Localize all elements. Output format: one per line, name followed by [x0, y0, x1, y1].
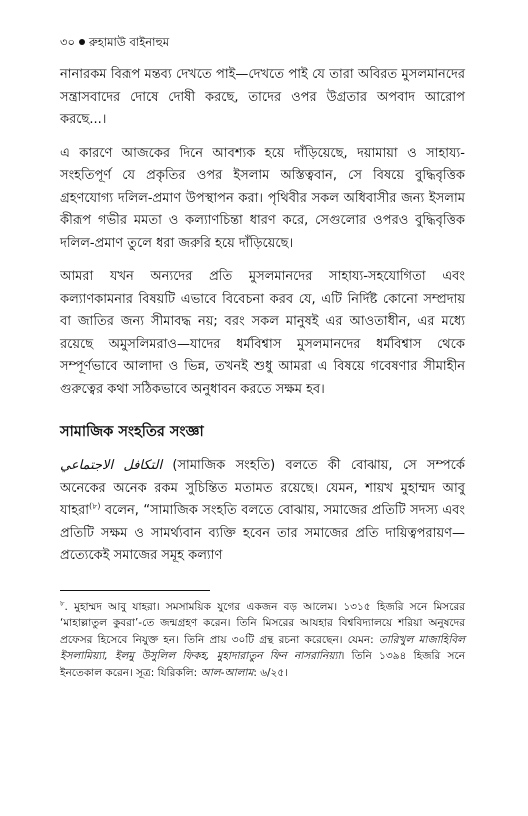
bullet-dot-icon [79, 39, 85, 45]
book-title: রুহামাউ বাইনাহুম [88, 35, 170, 49]
footnote-source: আল-আলাম [200, 666, 254, 679]
running-header [60, 34, 465, 50]
footnote [60, 599, 465, 682]
paragraph-2: এ কারণে আজকের দিনে আবশ্যক হয়ে দাঁড়িয়েছে, দয়ামায়া ও সাহায্য-সংহতিপূর্ণ যে প্রকৃতির ওপর ইসলাম অস্তিত্ববান, সে বিষয়ে বুদ্ধিবৃত্তিক গ্রহণযোগ্য দলিল-প্রমাণ উপস্থাপন করা। পৃথিবীর সকল অধিবাসীর জন্য ইসলাম কীরূপ গভীর মমতা ও কল্যাণচিন্তা ধারণ করে, সেগুলোর ওপরও বুদ্ধিবৃত্তিক দলিল-প্রমাণ তুলে ধরা জরুরি হয়ে দাঁড়িয়েছে। [60, 145, 465, 251]
footnote-text-1: . মুহাম্মদ আবু যাহরা। সমসাময়িক যুগের একজন বড় আলেম। ১৩১৫ হিজরি সনে মিসরের ‘মাহাল্লাতুল কুবরা’-তে জন্মগ্রহণ করেন। তিনি মিসরের আযহার বিশ্ববিদ্যালয়ে শরিয়া অনুষদের প্রফেসর হিসেবে নিযুক্ত হন। তিনি প্রায় ৩০টি গ্রন্থ রচনা করেছেন। যেমন: [60, 600, 465, 646]
page-number: ৩০ [60, 35, 75, 49]
footnote-divider [60, 590, 210, 591]
paragraph-4 [60, 455, 465, 568]
paragraph-1: নানারকম বিরূপ মন্তব্য দেখতে পাই—দেখতে পাই যে তারা অবিরত মুসলমানদের সন্ত্রাসবাদের দোষে দোষী করছে, তাদের ওপর উগ্রতার অপবাদ আরোপ করছে...। [60, 67, 465, 127]
footnote-marker: ৮ [60, 599, 65, 607]
paragraph-4-text-cont: বলেন, “সামাজিক সংহতি বলতে বোঝায়, সমাজের প্রতিটি সদস্য এবং প্রতিটি সক্ষম ও সামর্থ্যবান ব্যক্তি হবেন তার সমাজের প্রতি দায়িত্বপরায়ণ—প্রত্যেকেই সমাজের সমূহ কল্যাণ [60, 503, 465, 563]
paragraph-4-text: (সামাজিক সংহতি) বলতে কী বোঝায়, সে সম্পর্কে অনেকের অনেক রকম সুচিন্তিত মতামত রয়েছে। যেমন, শায়খ মুহাম্মদ আবু যাহরা [60, 458, 465, 518]
paragraph-3: আমরা যখন অন্যদের প্রতি মুসলমানদের সাহায্য-সহযোগিতা এবং কল্যাণকামনার বিষয়টি এভাবে বিবেচনা করব যে, এটি নির্দিষ্ট কোনো সম্প্রদায় বা জাতির জন্য সীমাবদ্ধ নয়; বরং সকল মানুষই এর আওতাধীন, এর মধ্যে রয়েছে অমুসলিমরাও—যাদের ধর্মবিশ্বাস মুসলমানদের ধর্মবিশ্বাস থেকে সম্পূর্ণভাবে আলাদা ও ভিন্ন, তখনই শুধু আমরা এ বিষয়ে গবেষণার সীমাহীন গুরুত্বের কথা সঠিকভাবে অনুধাবন করতে সক্ষম হব। [60, 269, 465, 397]
book-page [60, 34, 465, 681]
footnote-works: তারিখুল মাজাহিবিল ইসলামিয়্যা, ইলমু উসুলিল ফিকহ, মুহাদারাতুন ফিন নাসরানিয়্যা [60, 633, 465, 662]
section-heading: সামাজিক সংহতির সংজ্ঞা [60, 424, 204, 440]
footnote-ref: (৮) [89, 501, 101, 511]
arabic-term: التكافل الاجتماعي [60, 458, 163, 473]
footnote-text-2: । তিনি ১৩৯৪ হিজরি সনে ইনতেকাল করেন। সূত্র: যিরিকলি: [60, 650, 465, 679]
footnote-text-3: : ৬/২৫। [253, 666, 288, 679]
